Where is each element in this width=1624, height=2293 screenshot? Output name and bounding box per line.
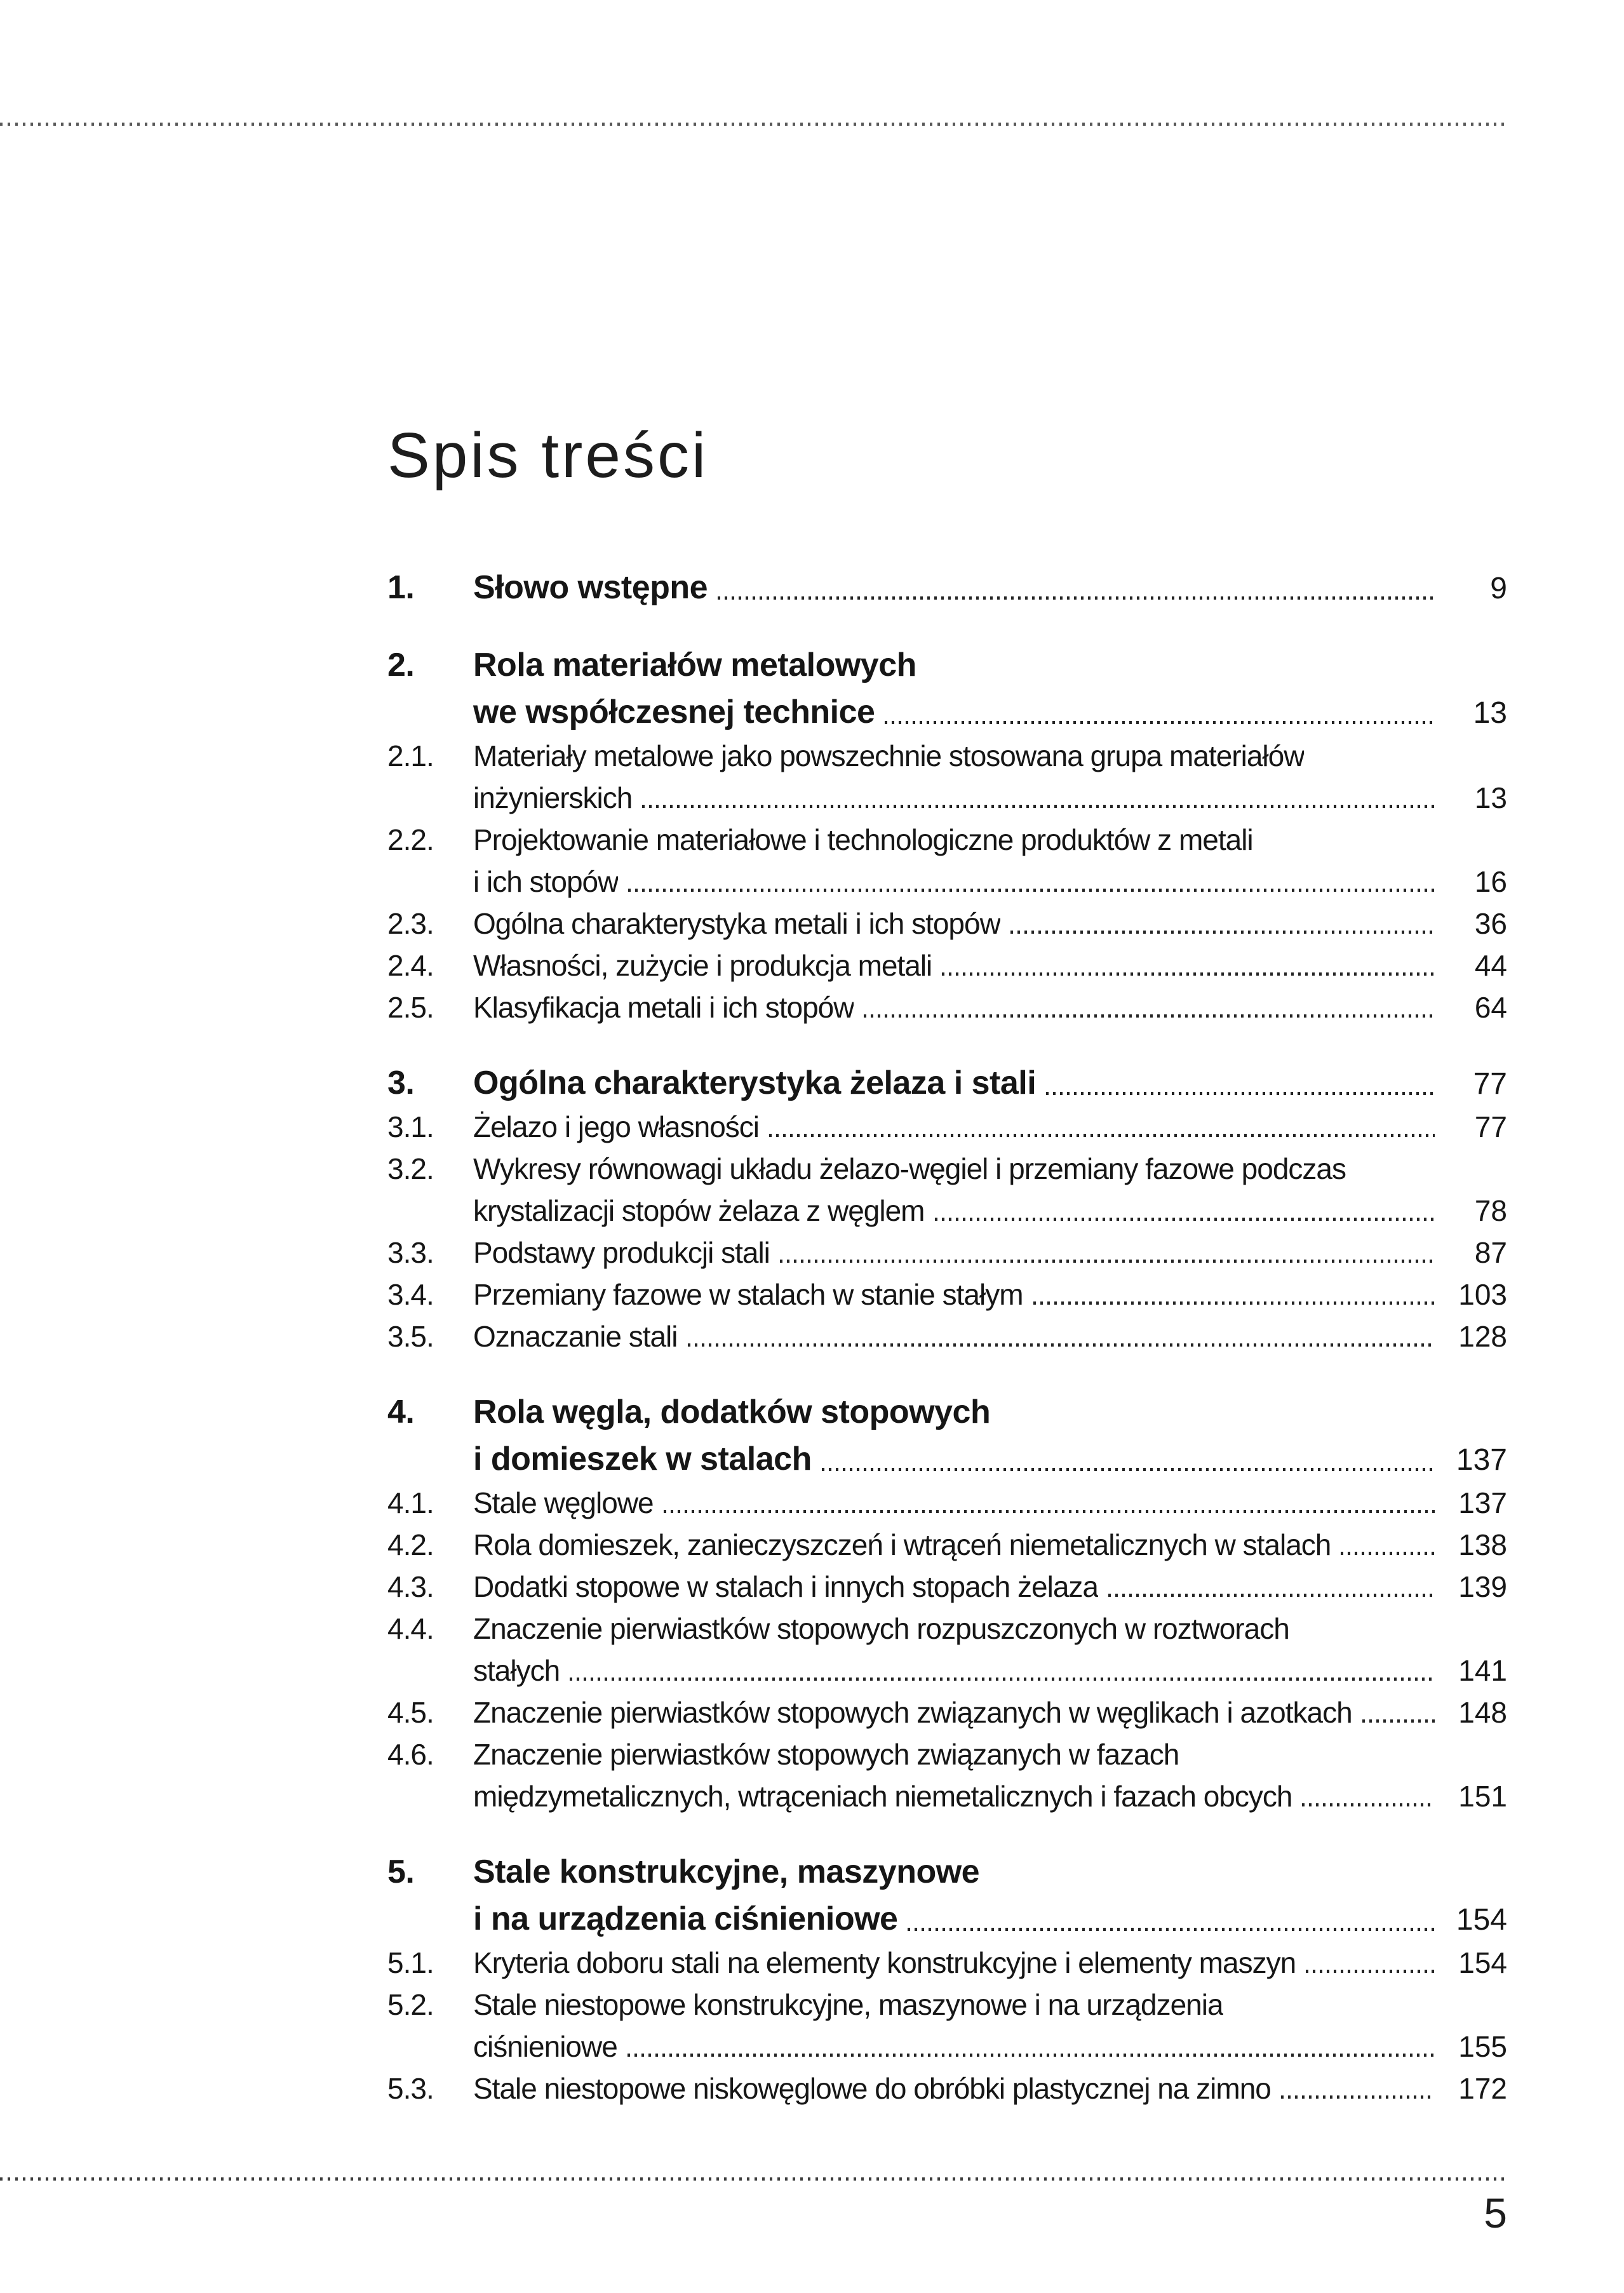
toc-entry-text: Oznaczanie stali — [473, 1321, 678, 1353]
toc-row — [387, 814, 1507, 856]
toc-entry-text: Projektowanie materiałowe i technologiczne produktów z metali — [473, 824, 1253, 856]
toc-row — [387, 1185, 1507, 1227]
toc-entry-number: 4.4. — [387, 1612, 434, 1646]
toc-row — [387, 636, 1507, 683]
toc-entry-page: 141 — [1458, 1654, 1507, 1688]
toc-entry-number: 3.1. — [387, 1110, 434, 1144]
toc-entry-text: międzymetalicznych, wtrąceniach niemetalicznych i fazach obcych — [473, 1780, 1292, 1813]
toc-entry-text: Kryteria doboru stali na elementy konstrukcyjne i elementy maszyn — [473, 1947, 1296, 1979]
toc-row — [387, 1843, 1507, 1890]
page-number: 5 — [1484, 2189, 1507, 2236]
toc-entry-page: 154 — [1458, 1946, 1507, 1980]
toc-entry-number: 5.2. — [387, 1988, 434, 2022]
toc-entry-page: 9 — [1490, 572, 1507, 606]
toc-leader-dots — [1033, 1301, 1435, 1305]
toc-row — [387, 1477, 1507, 1519]
toc-entry-number: 2.4. — [387, 949, 434, 983]
toc-entry-number: 2. — [387, 646, 415, 683]
toc-entry-page: 44 — [1474, 949, 1507, 983]
toc-row — [387, 559, 1507, 606]
toc-leader-dots — [1281, 2095, 1435, 2099]
toc-row — [387, 2021, 1507, 2063]
toc-entry-text: Słowo wstępne — [473, 569, 708, 606]
toc-row — [387, 1269, 1507, 1311]
toc-entry-text: Znaczenie pierwiastków stopowych związanych w fazach — [473, 1738, 1179, 1771]
page-title: Spis treści — [387, 420, 709, 491]
toc-entry-text: Klasyfikacja metali i ich stopów — [473, 992, 854, 1024]
toc-entry-text: Materiały metalowe jako powszechnie stosowana grupa materiałów — [473, 740, 1305, 772]
toc-row — [387, 1311, 1507, 1353]
toc-entry-number: 3. — [387, 1064, 415, 1101]
toc-leader-dots — [664, 1510, 1435, 1513]
toc-leader-dots — [628, 889, 1435, 892]
toc-entry-text: i na urządzenia ciśnieniowe — [473, 1900, 898, 1937]
toc-entry-text: Stale konstrukcyjne, maszynowe — [473, 1853, 980, 1890]
toc-entry-page: 78 — [1474, 1194, 1507, 1228]
toc-entry-text: Rola domieszek, zanieczyszczeń i wtrąceń niemetalicznych w stalach — [473, 1529, 1331, 1561]
toc-leader-dots — [1362, 1719, 1435, 1723]
toc-row — [387, 982, 1507, 1024]
toc-entry-number: 2.2. — [387, 823, 434, 857]
toc-leader-dots — [780, 1260, 1435, 1263]
toc-entry-text: Stale niestopowe konstrukcyjne, maszynowe i na urządzenia — [473, 1989, 1223, 2021]
toc-row — [387, 772, 1507, 814]
toc-entry-text: Rola węgla, dodatków stopowych — [473, 1394, 991, 1430]
toc-row — [387, 1227, 1507, 1269]
toc-entry-text: Dodatki stopowe w stalach i innych stopach żelaza — [473, 1571, 1099, 1603]
toc-row — [387, 1603, 1507, 1645]
toc-entry-text: inżynierskich — [473, 782, 633, 814]
toc-entry-number: 1. — [387, 568, 415, 606]
toc-entry-page: 87 — [1474, 1236, 1507, 1270]
toc-entry-page: 13 — [1474, 781, 1507, 815]
toc-entry-text: Przemiany fazowe w stalach w stanie stałym — [473, 1279, 1023, 1311]
toc-entry-page: 148 — [1458, 1696, 1507, 1730]
toc-entry-text: Rola materiałów metalowych — [473, 647, 916, 683]
toc-entry-text: Wykresy równowagi układu żelazo-węgiel i przemiany fazowe podczas — [473, 1153, 1346, 1185]
toc-entry-number: 4. — [387, 1393, 415, 1430]
toc-entry-number: 3.3. — [387, 1236, 434, 1270]
toc-entry-page: 155 — [1458, 2030, 1507, 2064]
toc-entry-text: Ogólna charakterystyka metali i ich stopów — [473, 908, 1000, 940]
toc-entry-text: stałych — [473, 1655, 560, 1687]
toc-entry-page: 137 — [1458, 1486, 1507, 1520]
toc-row — [387, 1937, 1507, 1979]
toc-entry-text: i domieszek w stalach — [473, 1441, 812, 1477]
toc-row — [387, 1771, 1507, 1813]
table-of-contents — [387, 559, 1507, 2105]
toc-entry-text: krystalizacji stopów żelaza z węglem — [473, 1195, 925, 1227]
toc-entry-number: 4.3. — [387, 1570, 434, 1604]
toc-row — [387, 1143, 1507, 1185]
toc-entry-page: 77 — [1474, 1110, 1507, 1144]
bottom-dotted-rule — [0, 2177, 1507, 2181]
toc-row — [387, 1430, 1507, 1477]
toc-row — [387, 683, 1507, 730]
toc-entry-text: Żelazo i jego własności — [473, 1111, 760, 1143]
toc-entry-number: 2.5. — [387, 991, 434, 1025]
toc-row — [387, 1645, 1507, 1687]
toc-entry-text: we współczesnej technice — [473, 694, 875, 730]
toc-entry-number: 3.4. — [387, 1278, 434, 1312]
toc-entry-page: 154 — [1456, 1903, 1507, 1937]
toc-leader-dots — [642, 805, 1435, 808]
toc-leader-dots — [1108, 1594, 1435, 1597]
toc-entry-text: Znaczenie pierwiastków stopowych związanych w węglikach i azotkach — [473, 1697, 1352, 1729]
toc-row — [387, 856, 1507, 898]
toc-leader-dots — [1302, 1803, 1435, 1806]
toc-entry-page: 128 — [1458, 1320, 1507, 1354]
toc-leader-dots — [1010, 931, 1435, 934]
toc-entry-page: 64 — [1474, 991, 1507, 1025]
toc-entry-page: 36 — [1474, 907, 1507, 941]
toc-entry-text: i ich stopów — [473, 866, 619, 898]
toc-entry-number: 3.2. — [387, 1152, 434, 1186]
toc-entry-text: Stale niestopowe niskowęglowe do obróbki plastycznej na zimno — [473, 2073, 1271, 2105]
toc-leader-dots — [864, 1014, 1435, 1018]
toc-row — [387, 1383, 1507, 1430]
toc-entry-number: 4.5. — [387, 1696, 434, 1730]
toc-leader-dots — [885, 721, 1435, 724]
toc-row — [387, 1101, 1507, 1143]
toc-leader-dots — [908, 1928, 1435, 1931]
toc-entry-number: 3.5. — [387, 1320, 434, 1354]
toc-leader-dots — [570, 1678, 1435, 1681]
toc-row — [387, 1561, 1507, 1603]
toc-entry-text: Stale węglowe — [473, 1487, 654, 1519]
toc-row — [387, 2063, 1507, 2105]
toc-entry-page: 77 — [1473, 1067, 1507, 1101]
toc-entry-number: 5.1. — [387, 1946, 434, 1980]
toc-leader-dots — [1306, 1970, 1435, 1973]
toc-row — [387, 1054, 1507, 1101]
toc-entry-page: 139 — [1458, 1570, 1507, 1604]
toc-row — [387, 1687, 1507, 1729]
toc-entry-page: 103 — [1458, 1278, 1507, 1312]
toc-leader-dots — [942, 972, 1435, 976]
toc-entry-number: 4.1. — [387, 1486, 434, 1520]
toc-leader-dots — [718, 596, 1435, 600]
toc-entry-number: 2.1. — [387, 739, 434, 773]
toc-entry-number: 2.3. — [387, 907, 434, 941]
toc-entry-number: 4.2. — [387, 1528, 434, 1562]
toc-entry-page: 13 — [1473, 696, 1507, 730]
toc-entry-page: 151 — [1458, 1780, 1507, 1813]
toc-row — [387, 1729, 1507, 1771]
toc-entry-number: 4.6. — [387, 1738, 434, 1772]
toc-leader-dots — [935, 1218, 1435, 1221]
toc-entry-text: ciśnieniowe — [473, 2031, 617, 2063]
toc-row — [387, 1890, 1507, 1937]
toc-entry-page: 16 — [1474, 865, 1507, 899]
toc-leader-dots — [1046, 1092, 1435, 1095]
toc-entry-number: 5. — [387, 1853, 415, 1890]
toc-entry-text: Ogólna charakterystyka żelaza i stali — [473, 1065, 1037, 1101]
toc-entry-page: 172 — [1458, 2072, 1507, 2106]
toc-entry-text: Własności, zużycie i produkcja metali — [473, 950, 932, 982]
toc-row — [387, 1979, 1507, 2021]
toc-leader-dots — [627, 2054, 1435, 2057]
toc-row — [387, 898, 1507, 940]
page-content — [387, 0, 1507, 2105]
toc-entry-number: 5.3. — [387, 2072, 434, 2106]
toc-row — [387, 940, 1507, 982]
toc-entry-text: Podstawy produkcji stali — [473, 1237, 770, 1269]
toc-leader-dots — [822, 1468, 1435, 1471]
toc-leader-dots — [688, 1343, 1435, 1347]
toc-entry-page: 137 — [1456, 1443, 1507, 1477]
toc-leader-dots — [769, 1134, 1435, 1137]
toc-leader-dots — [1341, 1552, 1435, 1555]
toc-row — [387, 730, 1507, 772]
toc-entry-text: Znaczenie pierwiastków stopowych rozpuszczonych w roztworach — [473, 1613, 1289, 1645]
toc-entry-page: 138 — [1458, 1528, 1507, 1562]
toc-row — [387, 1519, 1507, 1561]
